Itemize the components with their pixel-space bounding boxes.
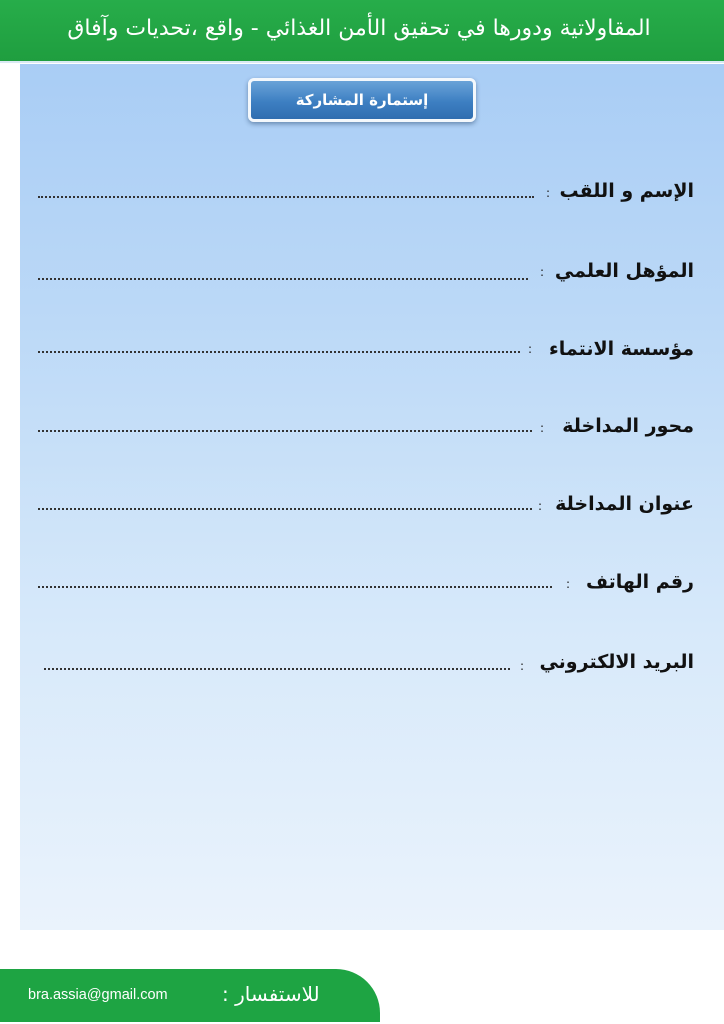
field-label-phone: رقم الهاتف xyxy=(586,571,694,593)
field-colon: : xyxy=(538,499,543,513)
conference-title: المقاولاتية ودورها في تحقيق الأمن الغذائي - واقع ،تحديات وآفاق xyxy=(67,16,651,41)
field-colon: : xyxy=(540,421,545,435)
email-input-line[interactable] xyxy=(44,668,510,670)
field-colon: : xyxy=(540,265,545,279)
contact-email-link[interactable]: bra.assia@gmail.com xyxy=(28,987,168,1003)
form-title-badge xyxy=(248,78,476,122)
qualification-input-line[interactable] xyxy=(38,278,528,280)
header-banner xyxy=(0,0,724,63)
field-label-affiliation: مؤسسة الانتماء xyxy=(549,338,694,360)
field-label-paper-title: عنوان المداخلة xyxy=(555,493,694,515)
field-colon: : xyxy=(520,659,525,673)
field-label-full-name: الإسم و اللقب xyxy=(559,180,694,202)
field-label-qualification: المؤهل العلمي xyxy=(554,260,694,282)
affiliation-input-line[interactable] xyxy=(38,351,520,353)
form-title: إستمارة المشاركة xyxy=(295,91,429,109)
inquiry-label: للاستفسار : xyxy=(222,982,320,1006)
full-name-input-line[interactable] xyxy=(38,196,534,198)
field-label-email: البريد الالكتروني xyxy=(539,651,694,673)
field-colon: : xyxy=(546,186,551,200)
field-colon: : xyxy=(528,342,533,356)
phone-input-line[interactable] xyxy=(38,586,552,588)
paper-title-input-line[interactable] xyxy=(38,508,532,510)
paper-axis-input-line[interactable] xyxy=(38,430,532,432)
field-label-paper-axis: محور المداخلة xyxy=(562,415,694,437)
field-colon: : xyxy=(566,577,571,591)
